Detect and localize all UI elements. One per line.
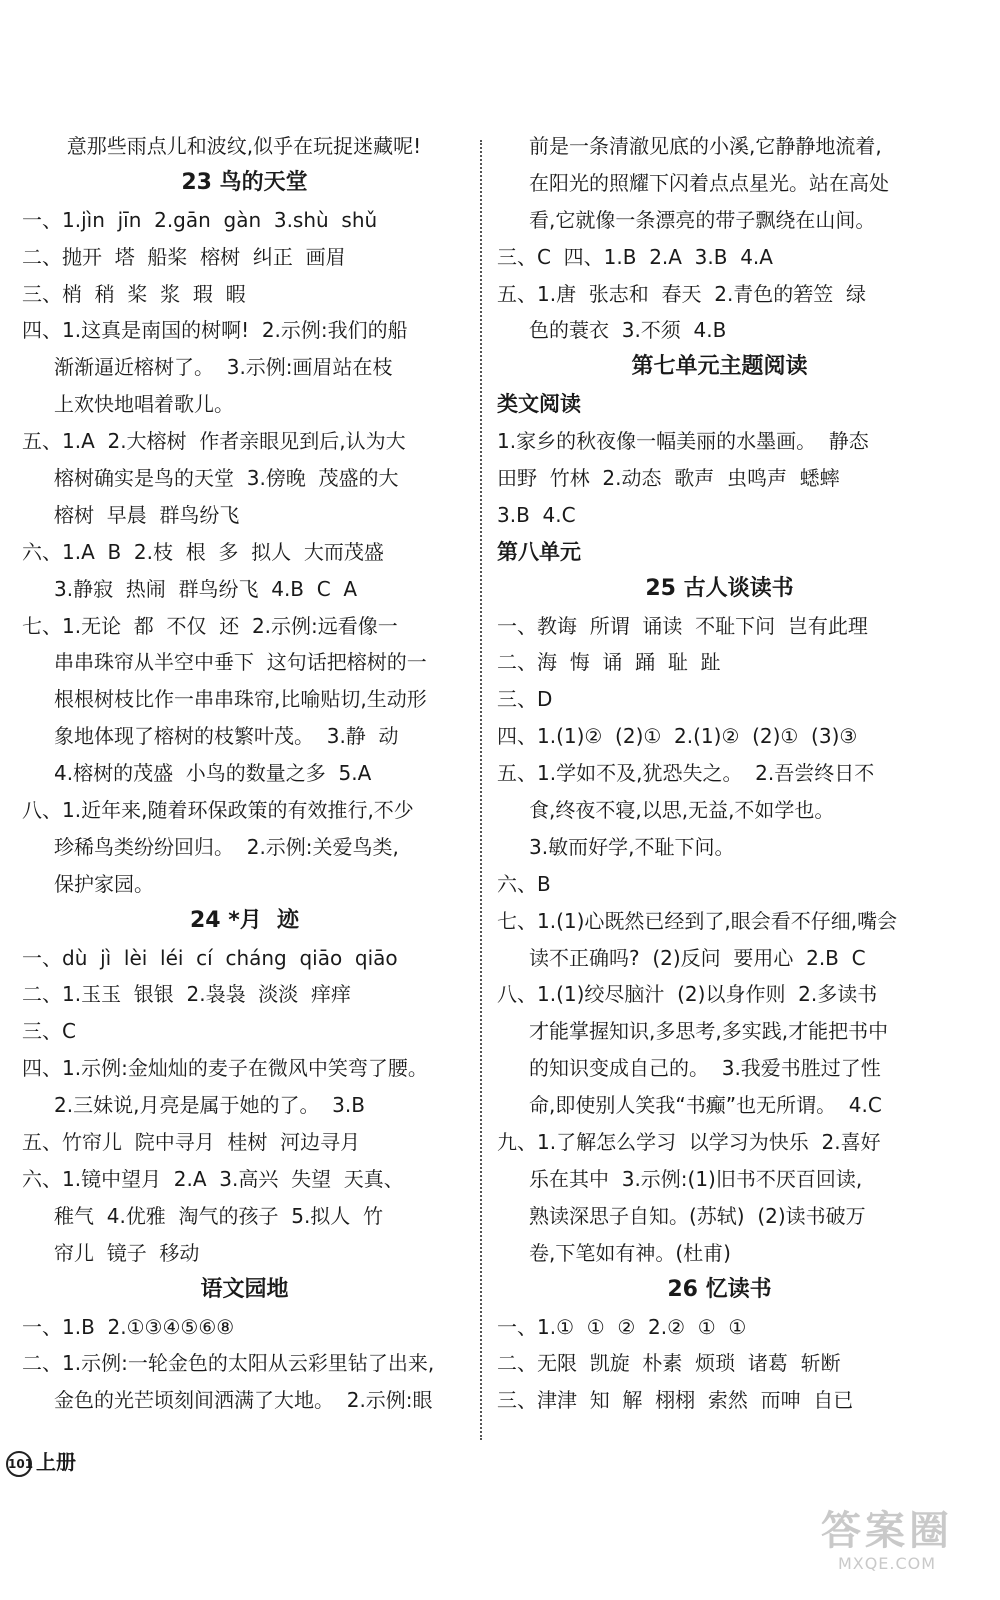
answer-line: 渐渐逼近榕树了。 3.示例:画眉站在枝: [54, 355, 393, 380]
answer-line: 看,它就像一条漂亮的带子飘绕在山间。: [529, 207, 876, 232]
answer-line: 二、1.玉玉 银银 2.袅袅 淡淡 痒痒: [22, 982, 352, 1007]
answer-line: 二、无限 凯旋 朴素 烦琐 诸葛 斩断: [497, 1351, 841, 1376]
answer-line: 食,终夜不寝,以思,无益,不如学也。: [529, 798, 835, 823]
answer-line: 榕树 早晨 群鸟纷飞: [54, 502, 240, 527]
subsection-heading: 类文阅读: [497, 392, 581, 417]
answer-line: 熟读深思子自知。(苏轼) (2)读书破万: [529, 1203, 866, 1228]
answer-line: 串串珠帘从半空中垂下 这句话把榕树的一: [54, 650, 427, 675]
answer-line: 4.榕树的茂盛 小鸟的数量之多 5.A: [54, 761, 372, 786]
section-heading: 24 *月 迹: [189, 907, 300, 933]
answer-line: 一、教诲 所谓 诵读 不耻下问 岂有此理: [497, 613, 868, 638]
watermark-title: 答案圈: [821, 1508, 953, 1554]
answer-line: 一、dù jì lèi léi cí cháng qiāo qiāo: [22, 945, 398, 970]
answer-line: 2.三妹说,月亮是属于她的了。 3.B: [54, 1093, 365, 1118]
answer-line: 3.敏而好学,不耻下问。: [529, 834, 735, 859]
answer-column-left: [22, 128, 467, 1419]
answer-line: 三、C 四、1.B 2.A 3.B 4.A: [497, 244, 773, 269]
answer-line: 一、1.① ① ② 2.② ① ①: [497, 1314, 747, 1339]
answer-line: 乐在其中 3.示例:(1)旧书不厌百回读,: [529, 1166, 863, 1191]
column-divider: [480, 140, 482, 1440]
answer-line: 三、C: [22, 1019, 76, 1044]
answer-line: 才能掌握知识,多思考,多实践,才能把书中: [529, 1019, 889, 1044]
answer-line: 八、1.(1)绞尽脑汁 (2)以身作则 2.多读书: [497, 982, 878, 1007]
answer-line: 前是一条清澈见底的小溪,它静静地流着,: [529, 134, 882, 158]
section-heading: 23 鸟的天堂: [181, 169, 308, 195]
answer-column-right: [497, 128, 942, 1419]
answer-line: 二、1.示例:一轮金色的太阳从云彩里钻了出来,: [22, 1351, 435, 1376]
section-heading: 26 忆读书: [667, 1276, 772, 1302]
answer-line: 色的蓑衣 3.不须 4.B: [529, 318, 727, 343]
answer-line: 田野 竹林 2.动态 歌声 虫鸣声 蟋蟀: [497, 466, 840, 491]
answer-line: 七、1.(1)心既然已经到了,眼会看不仔细,嘴会: [497, 908, 898, 933]
answer-line: 榕树确实是鸟的天堂 3.傍晚 茂盛的大: [54, 466, 399, 491]
answer-line: 保护家园。: [54, 871, 154, 896]
answer-line: 根根树枝比作一串串珠帘,比喻贴切,生动形: [54, 687, 427, 712]
answer-line: 稚气 4.优雅 淘气的孩子 5.拟人 竹: [54, 1203, 384, 1228]
section-heading: 25 古人谈读书: [645, 575, 794, 601]
answer-line: 六、1.A B 2.枝 根 多 拟人 大而茂盛: [22, 539, 384, 564]
answer-line: 珍稀鸟类纷纷回归。 2.示例:关爱鸟类,: [54, 834, 399, 859]
watermark-url: MXQE.COM: [837, 1554, 937, 1573]
answer-line: 一、1.jìn jīn 2.gān gàn 3.shù shǔ: [22, 207, 378, 232]
answer-line: 卷,下笔如有神。(杜甫): [529, 1240, 731, 1265]
answer-line: 五、1.A 2.大榕树 作者亲眼见到后,认为大: [22, 429, 406, 454]
page-footer: [6, 1446, 76, 1477]
answer-line: 二、海 悔 诵 踊 耻 趾: [497, 650, 721, 675]
answer-line: 3.B 4.C: [497, 502, 576, 527]
section-heading: 第七单元主题阅读: [631, 354, 808, 380]
answer-line: 四、1.这真是南国的树啊! 2.示例:我们的船: [22, 318, 408, 343]
answer-line: 四、1.(1)② (2)① 2.(1)② (2)① (3)③: [497, 724, 858, 749]
answer-line: 五、1.学如不及,犹恐失之。 2.吾尝终日不: [497, 761, 875, 786]
watermark-logo: [792, 1508, 982, 1588]
answer-line: 1.家乡的秋夜像一幅美丽的水墨画。 静态: [497, 429, 869, 454]
answer-line: 八、1.近年来,随着环保政策的有效推行,不少: [22, 798, 414, 823]
answer-line: 四、1.示例:金灿灿的麦子在微风中笑弯了腰。: [22, 1056, 428, 1081]
subsection-heading: 第八单元: [497, 539, 581, 564]
answer-line: 读不正确吗? (2)反问 要用心 2.B C: [529, 945, 866, 970]
answer-line: 三、梢 稍 桨 浆 瑕 暇: [22, 281, 246, 306]
answer-line: 在阳光的照耀下闪着点点星光。站在高处: [529, 170, 889, 195]
answer-line: 六、1.镜中望月 2.A 3.高兴 失望 天真、: [22, 1166, 404, 1191]
answer-line: 帘儿 镜子 移动: [54, 1240, 200, 1265]
answer-line: 三、津津 知 解 栩栩 索然 而呻 自已: [497, 1388, 854, 1413]
answer-line: 三、D: [497, 687, 553, 712]
page-number: 101: [6, 1451, 32, 1477]
answer-line: 一、1.B 2.①③④⑤⑥⑧: [22, 1314, 235, 1339]
answer-line: 五、竹帘儿 院中寻月 桂树 河边寻月: [22, 1130, 361, 1155]
answer-line: 意那些雨点儿和波纹,似乎在玩捉迷藏呢!: [54, 134, 422, 158]
answer-line: 九、1.了解怎么学习 以学习为快乐 2.喜好: [497, 1130, 881, 1155]
answer-line: 上欢快地唱着歌儿。: [54, 392, 234, 417]
answer-line: 的知识变成自己的。 3.我爱书胜过了性: [529, 1056, 881, 1081]
answer-line: 七、1.无论 都 不仅 还 2.示例:远看像一: [22, 613, 398, 638]
volume-label: 上册: [36, 1450, 76, 1474]
answer-line: 象地体现了榕树的枝繁叶茂。 3.静 动: [54, 724, 399, 749]
answer-line: 命,即使别人笑我“书癫”也无所谓。 4.C: [529, 1093, 882, 1118]
answer-line: 二、抛开 塔 船桨 榕树 纠正 画眉: [22, 244, 346, 269]
answer-line: 3.静寂 热闹 群鸟纷飞 4.B C A: [54, 576, 358, 601]
answer-line: 六、B: [497, 871, 551, 896]
answer-line: 五、1.唐 张志和 春天 2.青色的箬笠 绿: [497, 281, 867, 306]
section-heading: 语文园地: [200, 1276, 289, 1302]
answer-line: 金色的光芒顷刻间洒满了大地。 2.示例:眼: [54, 1388, 433, 1413]
